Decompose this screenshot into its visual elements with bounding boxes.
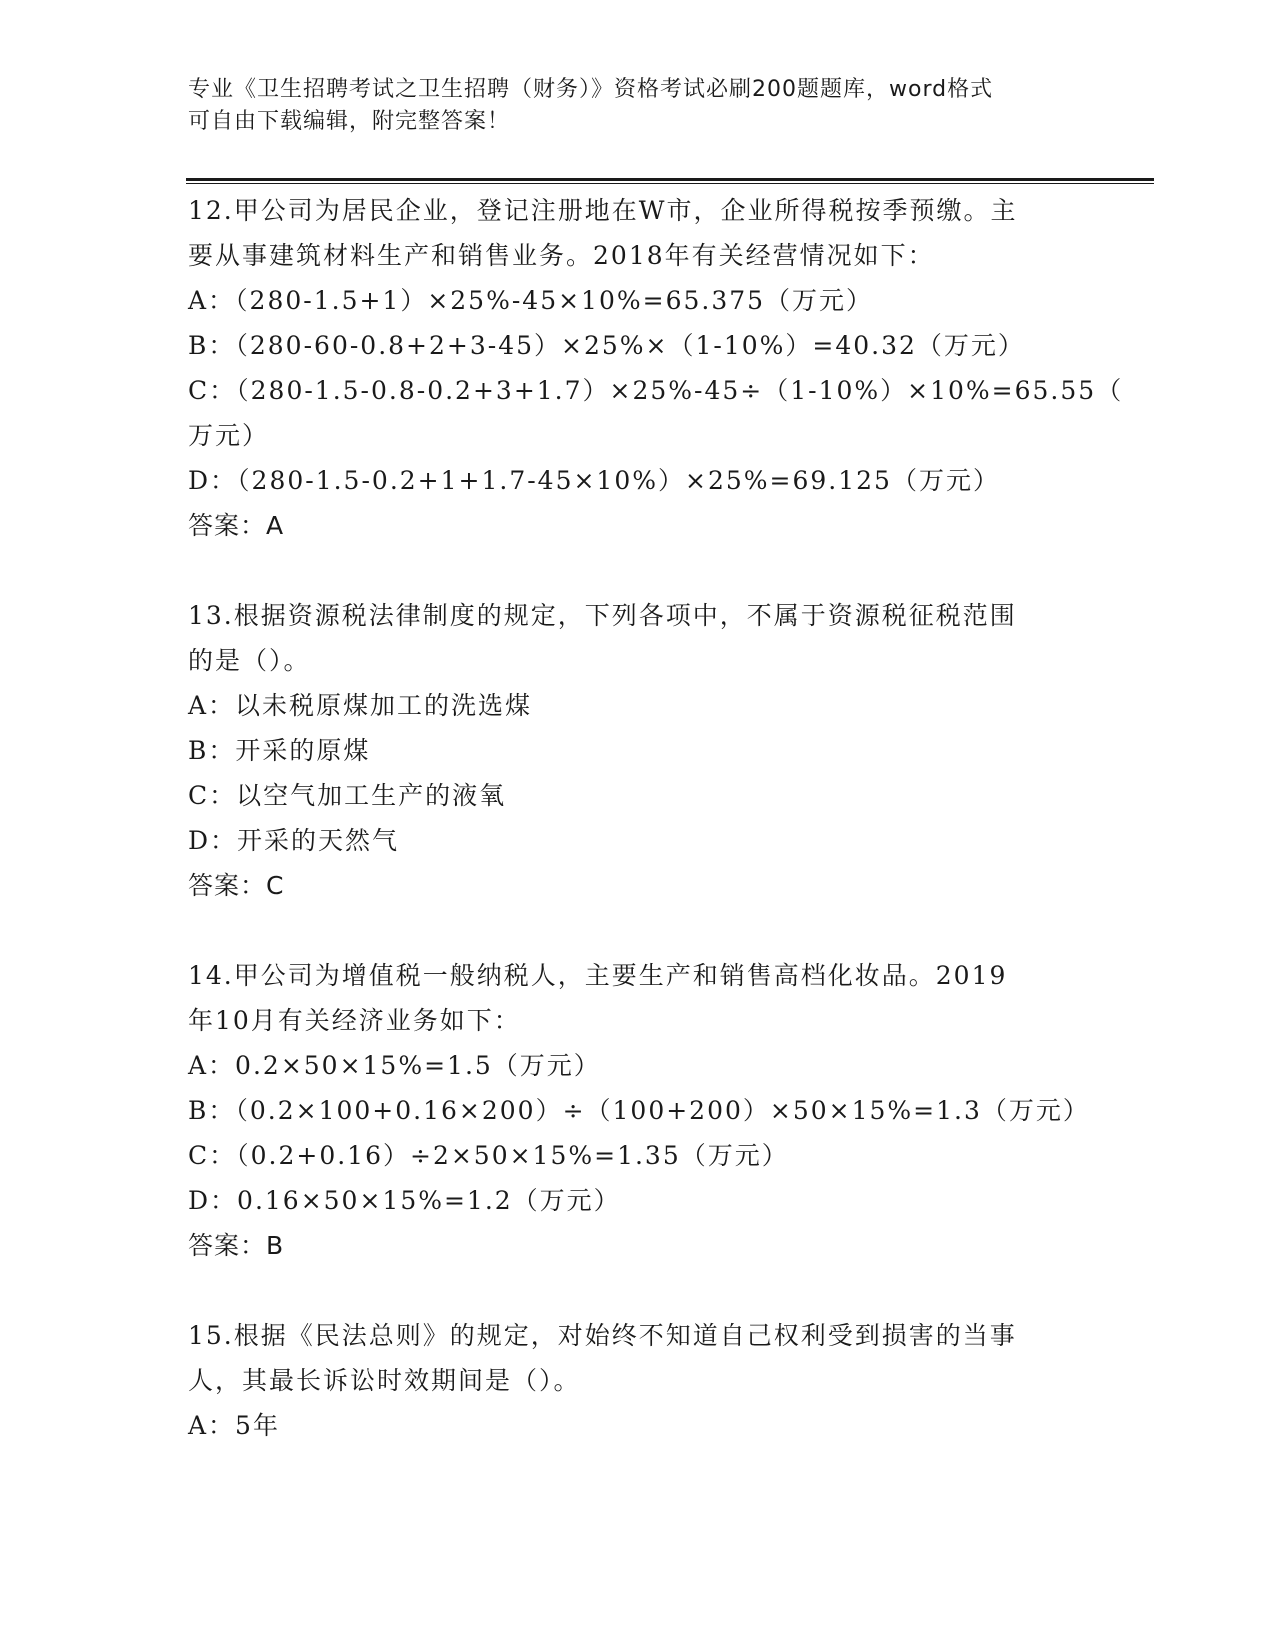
question-stem-line: 的是（）。 [188, 646, 311, 675]
question-12 [188, 188, 1124, 548]
answer-label: 答案：B [188, 1231, 285, 1260]
question-stem-line: 15.根据《民法总则》的规定，对始终不知道自己权利受到损害的当事 [188, 1321, 1017, 1350]
header-divider-thin [186, 183, 1154, 184]
option-a: A：（280-1.5+1）×25%-45×10%=65.375（万元） [188, 286, 874, 315]
option-d: D：（280-1.5-0.2+1+1.7-45×10%）×25%=69.125（万元） [188, 466, 1000, 495]
option-c: C：以空气加工生产的液氧 [188, 781, 507, 810]
question-stem-line: 13.根据资源税法律制度的规定，下列各项中，不属于资源税征税范围 [188, 601, 1017, 630]
option-b: B：开采的原煤 [188, 736, 371, 765]
answer-label: 答案：A [188, 511, 285, 540]
option-b: B：（280-60-0.8+2+3-45）×25%×（1-10%）=40.32（万元） [188, 331, 1025, 360]
option-a: A：5年 [188, 1411, 280, 1440]
question-14 [188, 953, 1088, 1268]
document-header [188, 74, 1088, 138]
option-c: C：（280-1.5-0.8-0.2+3+1.7）×25%-45÷（1-10%）×10%=65.55（ [188, 376, 1124, 405]
header-title-line-2: 可自由下载编辑，附完整答案！ [188, 109, 511, 134]
question-stem-line: 14.甲公司为增值税一般纳税人，主要生产和销售高档化妆品。2019 [188, 961, 1008, 990]
option-d: D：开采的天然气 [188, 826, 400, 855]
question-stem-line: 要从事建筑材料生产和销售业务。2018年有关经营情况如下： [188, 241, 935, 270]
header-divider-thick [186, 178, 1154, 181]
question-13 [188, 593, 1088, 908]
option-c-continued: 万元） [188, 421, 270, 450]
option-d: D：0.16×50×15%=1.2（万元） [188, 1186, 621, 1215]
header-title-line-1: 专业《卫生招聘考试之卫生招聘（财务）》资格考试必刷200题题库，word格式 [188, 77, 994, 102]
question-stem-line: 年10月有关经济业务如下： [188, 1006, 521, 1035]
option-b: B：（0.2×100+0.16×200）÷（100+200）×50×15%=1.3（万元） [188, 1096, 1090, 1125]
answer-label: 答案：C [188, 871, 285, 900]
question-15 [188, 1313, 1088, 1448]
question-stem-line: 12.甲公司为居民企业，登记注册地在W市，企业所得税按季预缴。主 [188, 196, 1018, 225]
option-c: C：（0.2+0.16）÷2×50×15%=1.35（万元） [188, 1141, 789, 1170]
question-stem-line: 人，其最长诉讼时效期间是（）。 [188, 1366, 581, 1395]
option-a: A：以未税原煤加工的洗选煤 [188, 691, 533, 720]
option-a: A：0.2×50×15%=1.5（万元） [188, 1051, 601, 1080]
question-list [188, 188, 1124, 1493]
